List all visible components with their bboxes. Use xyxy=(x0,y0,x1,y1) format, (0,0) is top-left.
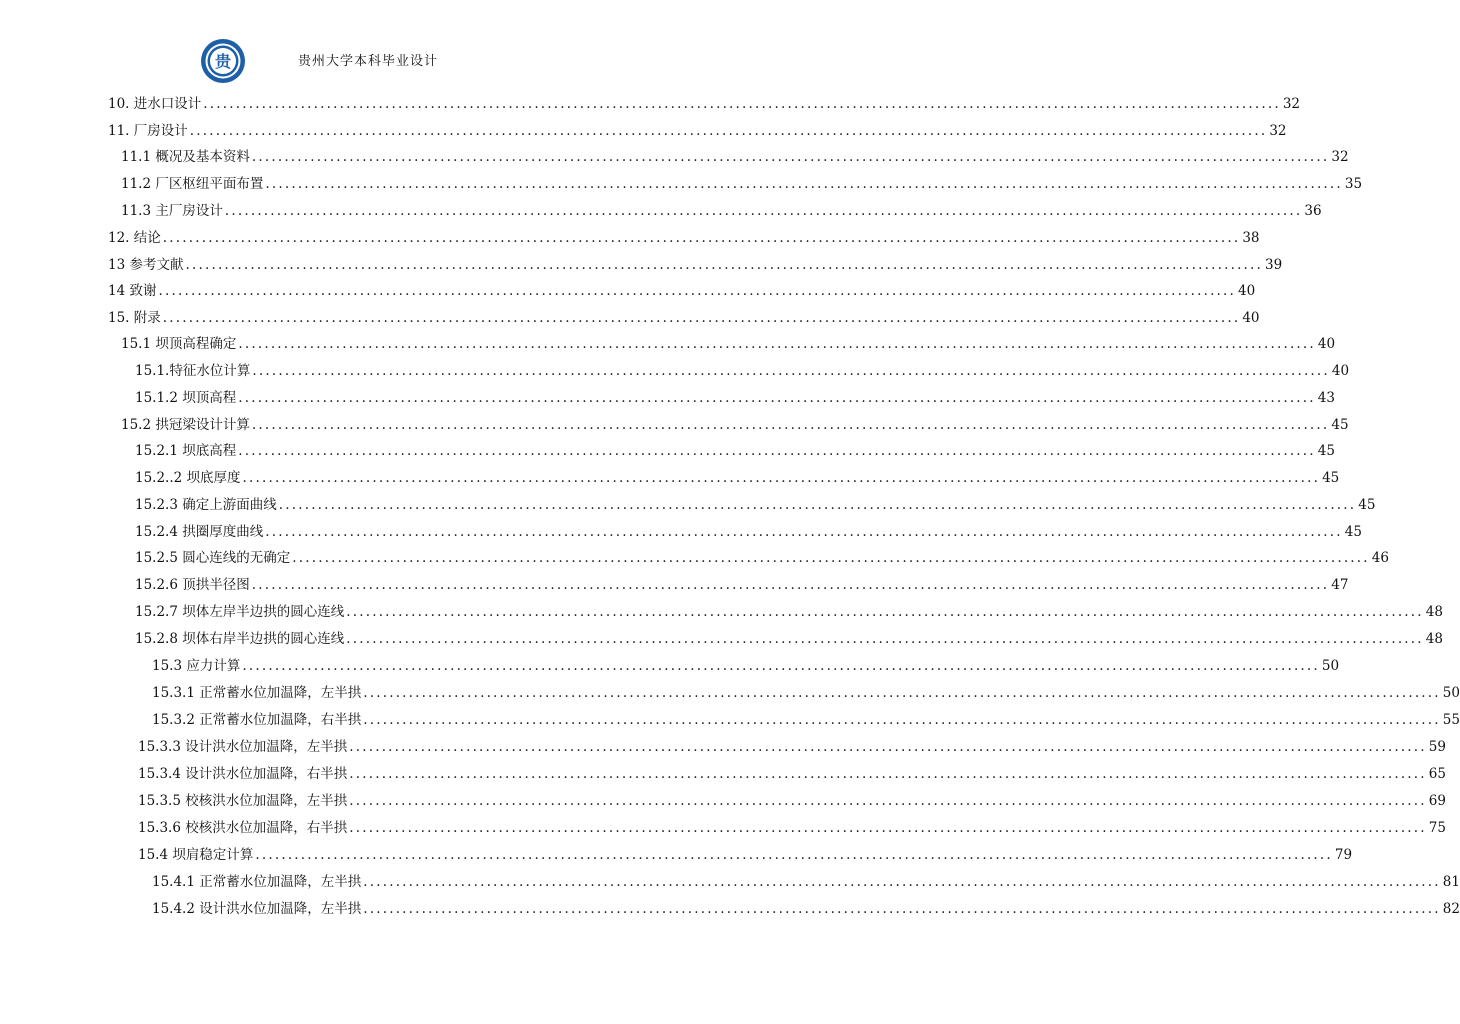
toc-entry-page: 47 xyxy=(1331,577,1349,593)
toc-entry-page: 45 xyxy=(1317,443,1335,459)
toc-leader-dots: ...................................................................................................................................................................... xyxy=(349,820,1427,836)
toc-entry-page: 39 xyxy=(1265,257,1283,273)
toc-entry-page: 50 xyxy=(1442,685,1460,701)
toc-entry-title: 15.1 坝顶高程确定 xyxy=(121,336,237,352)
toc-leader-dots: ...................................................................................................................................................................... xyxy=(346,604,1424,620)
toc-entry-title: 15.3.5 校核洪水位加温降，左半拱 xyxy=(138,793,348,809)
toc-leader-dots: ...................................................................................................................................................................... xyxy=(363,712,1441,728)
toc-entry-page: 75 xyxy=(1428,820,1446,836)
toc-entry[interactable] xyxy=(108,228,1260,248)
toc-entry[interactable] xyxy=(135,522,1362,542)
toc-leader-dots: ...................................................................................................................................................................... xyxy=(251,577,1330,593)
toc-leader-dots: ...................................................................................................................................................................... xyxy=(238,390,1316,406)
toc-entry-title: 15. 附录 xyxy=(108,310,161,326)
toc-leader-dots: ...................................................................................................................................................................... xyxy=(162,230,1241,246)
toc-entry[interactable] xyxy=(121,174,1363,194)
toc-entry-page: 45 xyxy=(1331,417,1349,433)
toc-entry[interactable] xyxy=(121,147,1349,167)
toc-entry-title: 15.4.2 设计洪水位加温降，左半拱 xyxy=(152,901,362,917)
toc-entry[interactable] xyxy=(135,361,1350,381)
toc-entry[interactable] xyxy=(121,201,1322,221)
toc-entry-title: 10. 进水口设计 xyxy=(108,96,202,112)
toc-entry-page: 35 xyxy=(1344,176,1363,192)
toc-entry[interactable] xyxy=(108,308,1260,328)
toc-leader-dots: ...................................................................................................................................................................... xyxy=(265,176,1343,192)
toc-entry-page: 32 xyxy=(1331,149,1349,165)
toc-leader-dots: ...................................................................................................................................................................... xyxy=(224,203,1303,219)
toc-entry[interactable] xyxy=(135,468,1340,488)
toc-leader-dots: ...................................................................................................................................................................... xyxy=(238,443,1316,459)
toc-entry-page: 48 xyxy=(1425,604,1443,620)
toc-entry[interactable] xyxy=(152,710,1460,730)
toc-leader-dots: ...................................................................................................................................................................... xyxy=(242,658,1320,674)
toc-entry[interactable] xyxy=(152,899,1460,919)
toc-entry[interactable] xyxy=(121,415,1349,435)
toc-entry[interactable] xyxy=(121,334,1336,354)
toc-entry-title: 13 参考文献 xyxy=(108,257,184,273)
logo-character: 贵 xyxy=(214,52,232,71)
toc-entry-page: 65 xyxy=(1428,766,1446,782)
toc-leader-dots: ...................................................................................................................................................................... xyxy=(255,847,1333,863)
toc-entry-page: 40 xyxy=(1317,336,1336,352)
toc-entry[interactable] xyxy=(108,255,1283,275)
toc-leader-dots: ...................................................................................................................................................................... xyxy=(242,470,1321,486)
toc-leader-dots: ...................................................................................................................................................................... xyxy=(278,497,1357,513)
toc-entry-title: 15.2 拱冠梁设计计算 xyxy=(121,417,250,433)
toc-leader-dots: ...................................................................................................................................................................... xyxy=(238,336,1316,352)
toc-entry-title: 15.1.特征水位计算 xyxy=(135,363,251,379)
toc-entry-page: 32 xyxy=(1269,123,1287,139)
toc-entry-page: 40 xyxy=(1242,310,1260,326)
header-title: 贵州大学本科毕业设计 xyxy=(298,54,439,69)
toc-leader-dots: ...................................................................................................................................................................... xyxy=(158,283,1237,299)
toc-entry-title: 14 致谢 xyxy=(108,283,157,299)
toc-entry-title: 11.2 厂区枢纽平面布置 xyxy=(121,176,264,192)
toc-entry-page: 36 xyxy=(1304,203,1322,219)
toc-entry-page: 45 xyxy=(1322,470,1340,486)
toc-entry[interactable] xyxy=(135,495,1376,515)
toc-entry[interactable] xyxy=(135,575,1349,595)
toc-entry[interactable] xyxy=(152,872,1460,892)
toc-leader-dots: ...................................................................................................................................................................... xyxy=(363,874,1441,890)
toc-entry[interactable] xyxy=(138,764,1446,784)
toc-entry-page: 45 xyxy=(1358,497,1376,513)
toc-leader-dots: ...................................................................................................................................................................... xyxy=(349,766,1427,782)
toc-entry-title: 15.4.1 正常蓄水位加温降，左半拱 xyxy=(152,874,362,890)
toc-entry[interactable] xyxy=(138,791,1446,811)
toc-leader-dots: ...................................................................................................................................................................... xyxy=(252,363,1330,379)
toc-entry-page: 46 xyxy=(1371,550,1389,566)
toc-entry[interactable] xyxy=(138,737,1446,757)
toc-leader-dots: ...................................................................................................................................................................... xyxy=(349,793,1427,809)
toc-entry[interactable] xyxy=(135,548,1389,568)
toc-entry-page: 59 xyxy=(1428,739,1446,755)
toc-entry-title: 15.3.1 正常蓄水位加温降，左半拱 xyxy=(152,685,362,701)
toc-entry-title: 12. 结论 xyxy=(108,230,161,246)
toc-entry-title: 15.2.3 确定上游面曲线 xyxy=(135,497,277,513)
toc-entry-page: 55 xyxy=(1442,712,1460,728)
toc-leader-dots: ...................................................................................................................................................................... xyxy=(162,310,1241,326)
toc-entry-page: 69 xyxy=(1428,793,1446,809)
toc-leader-dots: ...................................................................................................................................................................... xyxy=(265,524,1343,540)
toc-entry-title: 15.3.2 正常蓄水位加温降，右半拱 xyxy=(152,712,362,728)
toc-entry-title: 15.2.1 坝底高程 xyxy=(135,443,237,459)
toc-entry-title: 15.2.7 坝体左岸半边拱的圆心连线 xyxy=(135,604,345,620)
toc-entry-page: 81 xyxy=(1442,874,1460,890)
toc-leader-dots: ...................................................................................................................................................................... xyxy=(189,123,1268,139)
toc-entry-page: 50 xyxy=(1321,658,1340,674)
toc-leader-dots: ...................................................................................................................................................................... xyxy=(203,96,1281,112)
toc-entry[interactable] xyxy=(152,656,1340,676)
toc-entry[interactable] xyxy=(108,281,1256,301)
toc-entry[interactable] xyxy=(152,683,1460,703)
toc-entry[interactable] xyxy=(108,121,1287,141)
toc-entry-title: 11.3 主厂房设计 xyxy=(121,203,223,219)
toc-entry-title: 11. 厂房设计 xyxy=(108,123,188,139)
toc-entry-title: 15.3.3 设计洪水位加温降，左半拱 xyxy=(138,739,348,755)
toc-entry-title: 15.2.6 顶拱半径图 xyxy=(135,577,250,593)
toc-entry-title: 15.3 应力计算 xyxy=(152,658,241,674)
toc-entry[interactable] xyxy=(108,94,1301,114)
toc-entry-page: 40 xyxy=(1331,363,1350,379)
toc-entry-title: 15.3.6 校核洪水位加温降，右半拱 xyxy=(138,820,348,836)
toc-entry[interactable] xyxy=(135,602,1443,622)
toc-entry-page: 82 xyxy=(1442,901,1460,917)
toc-leader-dots: ...................................................................................................................................................................... xyxy=(251,417,1330,433)
toc-entry-title: 15.2.5 圆心连线的无确定 xyxy=(135,550,291,566)
toc-entry-page: 79 xyxy=(1334,847,1353,863)
toc-leader-dots: ...................................................................................................................................................................... xyxy=(363,685,1441,701)
toc-entry-title: 15.2.8 坝体右岸半边拱的圆心连线 xyxy=(135,631,345,647)
toc-leader-dots: ...................................................................................................................................................................... xyxy=(363,901,1441,917)
toc-leader-dots: ...................................................................................................................................................................... xyxy=(346,631,1424,647)
toc-entry-title: 15.3.4 设计洪水位加温降，右半拱 xyxy=(138,766,348,782)
toc-entry-title: 15.2.4 拱圈厚度曲线 xyxy=(135,524,264,540)
toc-entry-title: 15.1.2 坝顶高程 xyxy=(135,390,237,406)
toc-entry-page: 43 xyxy=(1317,390,1335,406)
toc-entry-title: 15.2..2 坝底厚度 xyxy=(135,470,241,486)
toc-leader-dots: ...................................................................................................................................................................... xyxy=(251,149,1330,165)
toc-entry-title: 11.1 概况及基本资料 xyxy=(121,149,250,165)
toc-entry-page: 45 xyxy=(1344,524,1362,540)
toc-entry-page: 38 xyxy=(1242,230,1260,246)
toc-leader-dots: ...................................................................................................................................................................... xyxy=(185,257,1264,273)
toc-entry-page: 32 xyxy=(1282,96,1301,112)
toc-leader-dots: ...................................................................................................................................................................... xyxy=(349,739,1427,755)
toc-entry-title: 15.4 坝肩稳定计算 xyxy=(138,847,254,863)
toc-entry[interactable] xyxy=(135,441,1335,461)
toc-entry[interactable] xyxy=(138,845,1353,865)
toc-entry-page: 40 xyxy=(1238,283,1256,299)
toc-entry[interactable] xyxy=(135,388,1335,408)
toc-entry[interactable] xyxy=(138,818,1446,838)
toc-leader-dots: ...................................................................................................................................................................... xyxy=(292,550,1370,566)
toc-entry[interactable] xyxy=(135,629,1443,649)
toc-entry-page: 48 xyxy=(1425,631,1443,647)
